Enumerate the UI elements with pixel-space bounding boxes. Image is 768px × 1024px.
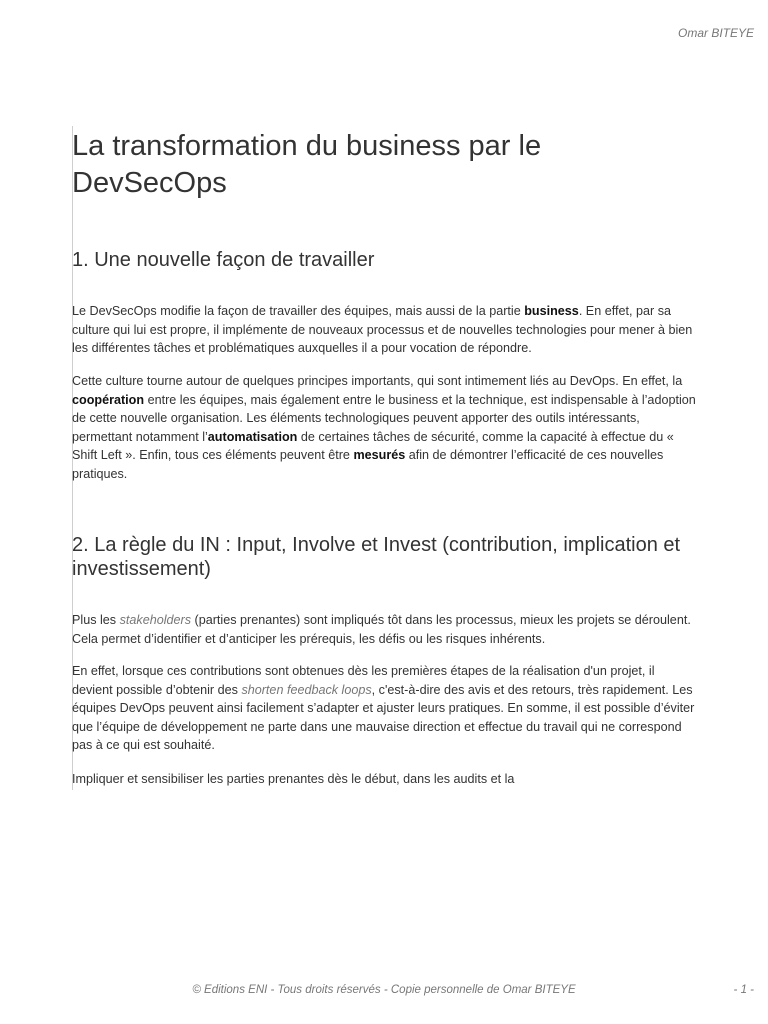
bold-automatisation: automatisation <box>207 429 298 444</box>
section-1-heading: 1. Une nouvelle façon de travailler <box>72 249 375 271</box>
paragraph-3: Plus les stakeholders (parties prenantes) sont impliqués tôt dans les processus, mieux les projets se déroulent. Cela permet d’identifier et d’anticiper les prérequis, les défis ou les risques inhérents. <box>72 613 691 646</box>
section-2-heading: 2. La règle du IN : Input, Involve et Invest (contribution, implication et investissement) <box>72 534 681 580</box>
paragraph-2: Cette culture tourne autour de quelques principes importants, qui sont intimement liés au DevOps. En effet, la coopération entre les équipes, mais également entre le business et la technique, est indispensable à l’adoption de cette nouvelle organisation. Les éléments technologiques peuvent apporter des outils intéressants, permettant notamment l’automatisation de certaines tâches de sécurité, comme la capacité à effectue du « Shift Left ». Enfin, tous ces éléments peuvent être mesurés afin de démontrer l’efficacité de ces nouvelles pratiques. <box>72 374 696 481</box>
page-title: La transformation du business par le DevSecOps <box>72 130 542 199</box>
footer-copyright: © Editions ENI - Tous droits réservés - Copie personnelle de Omar BITEYE <box>192 984 576 996</box>
header-author: Omar BITEYE <box>677 26 754 40</box>
bold-cooperation: coopération <box>72 392 145 407</box>
bold-mesures: mesurés <box>353 448 406 463</box>
italic-shorten-feedback-loops: shorten feedback loops <box>241 682 372 697</box>
paragraph-4: En effet, lorsque ces contributions sont obtenues dès les premières étapes de la réalisation d'un projet, il devient possible d’obtenir des shorten feedback loops, c'est-à-dire des avis et des retours, très rapidement. Les équipes DevOps peuvent ainsi facilement s’adapter et ajuster leurs pratiques. En somme, il est possible d’éviter que l’équipe de développement ne parte dans une mauvaise direction et effectue du travail qui ne correspond pas à ce qui est souhaité. <box>72 664 695 753</box>
bold-business: business <box>524 304 579 318</box>
paragraph-1: Le DevSecOps modifie la façon de travailler des équipes, mais aussi de la partie business. En effet, par sa culture qui lui est propre, il implémente de nouveaux processus et de nouvelles technologies pour mener à bien les différentes tâches et problématiques auxquelles il a pour vocation de répondre. <box>72 304 693 356</box>
document-content <box>72 126 699 790</box>
paragraph-5: Impliquer et sensibiliser les parties prenantes dès le début, dans les audits et la <box>72 772 515 786</box>
italic-stakeholders: stakeholders <box>119 613 192 627</box>
footer-page-number: - 1 - <box>733 984 754 996</box>
